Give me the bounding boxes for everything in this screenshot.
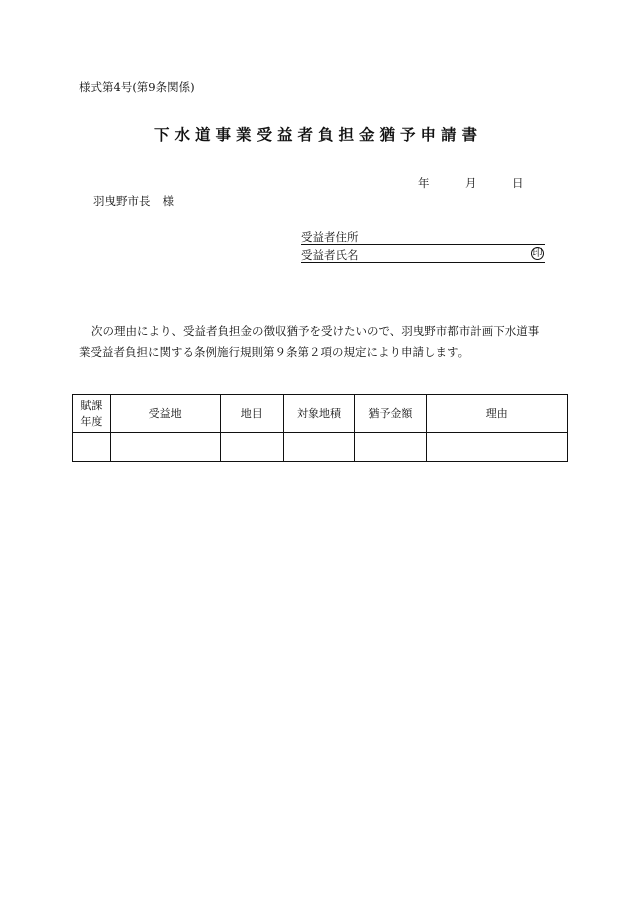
document-title: 下水道事業受益者負担金猶予申請書 [153, 126, 482, 144]
cell-benefit-land[interactable] [110, 433, 220, 462]
header-fiscal-year [73, 395, 111, 433]
date-month-label: 月 [465, 176, 477, 190]
date-day-label: 日 [512, 176, 524, 190]
cell-target-area[interactable] [283, 433, 354, 462]
seal-mark: 印 [532, 248, 543, 259]
header-target-area: 対象地積 [283, 395, 354, 433]
statement-line-1: 次の理由により、受益者負担金の徴収猶予を受けたいので、羽曳野市都市計画下水道事 [91, 324, 540, 338]
addressee-honorific: 様 [162, 194, 174, 208]
date-year-label: 年 [418, 176, 430, 190]
table-row [73, 433, 568, 462]
deferral-detail-table [72, 394, 568, 462]
table-header-row [73, 395, 568, 433]
cell-reason[interactable] [426, 433, 568, 462]
applicant-name-field [301, 247, 545, 263]
cell-deferral-amount[interactable] [355, 433, 426, 462]
form-number: 様式第4号(第9条関係) [79, 80, 195, 94]
header-land-category: 地目 [220, 395, 283, 433]
header-deferral-amount: 猶予金額 [355, 395, 426, 433]
applicant-address-label: 受益者住所 [301, 230, 359, 244]
applicant-address-field [301, 229, 545, 245]
header-benefit-land: 受益地 [110, 395, 220, 433]
cell-fiscal-year[interactable] [73, 433, 111, 462]
statement-line-2: 業受益者負担に関する条例施行規則第９条第２項の規定により申請します。 [79, 345, 470, 359]
header-fiscal-year-line1: 賦課 [80, 398, 103, 412]
header-reason: 理由 [426, 395, 568, 433]
date-row [418, 175, 528, 191]
cell-land-category[interactable] [220, 433, 283, 462]
addressee [93, 193, 174, 209]
applicant-name-label: 受益者氏名 [301, 248, 359, 262]
header-fiscal-year-line2: 年度 [80, 414, 103, 428]
addressee-name: 羽曳野市長 [93, 194, 151, 208]
application-statement [79, 321, 555, 363]
